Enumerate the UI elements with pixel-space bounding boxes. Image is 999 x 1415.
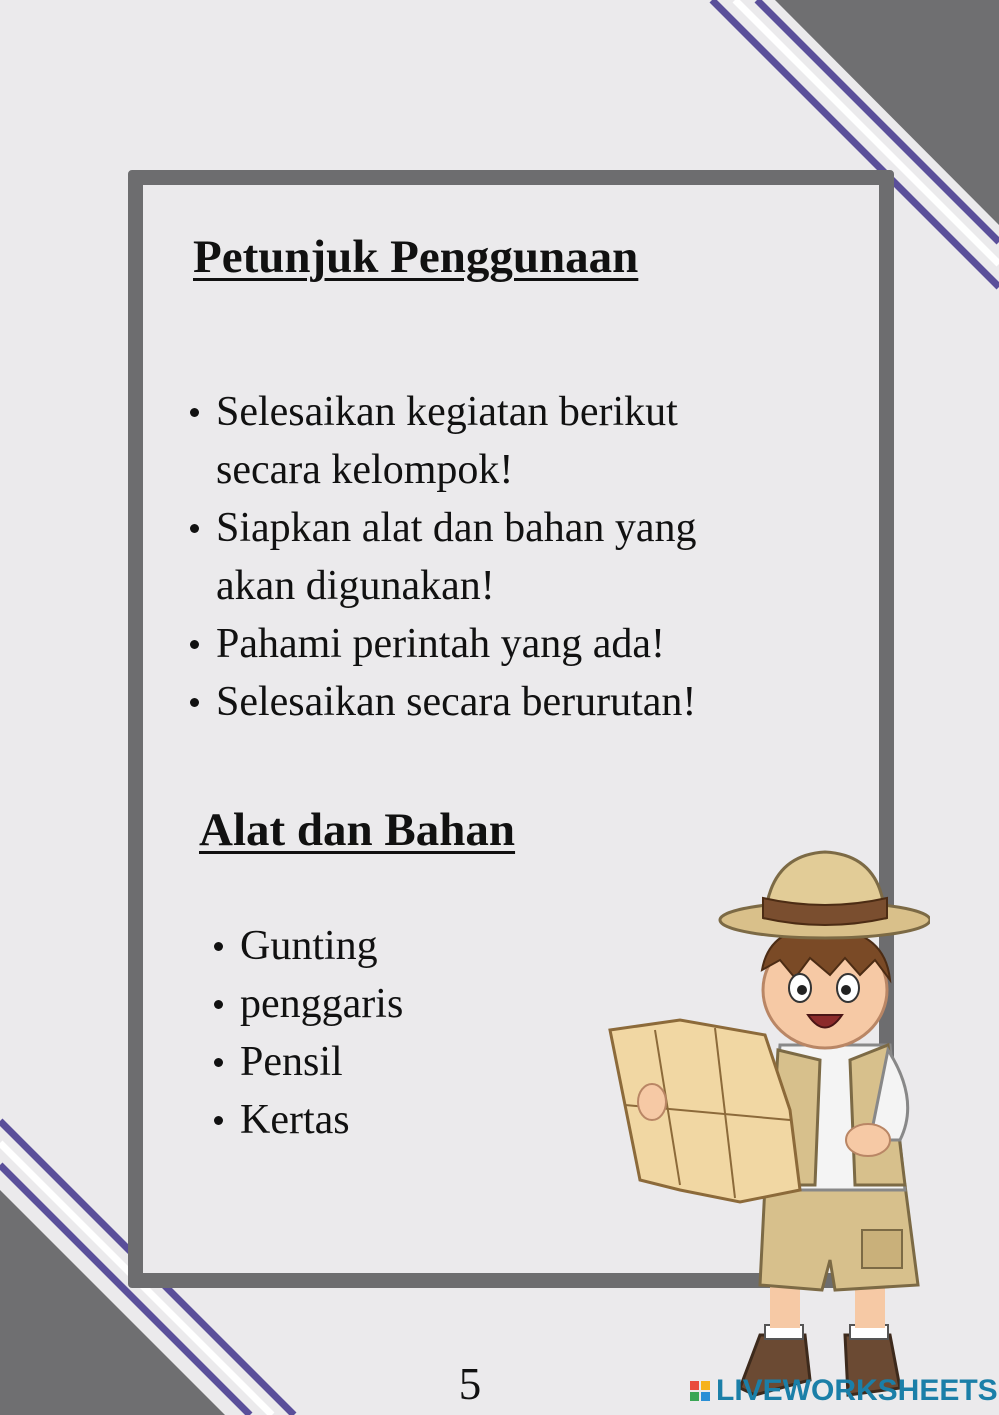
watermark (690, 1374, 998, 1408)
section-title-instructions: Petunjuk Penggunaan (193, 231, 639, 283)
list-item: Pensil (210, 1033, 403, 1091)
materials-list (210, 917, 403, 1149)
section-title-materials: Alat dan Bahan (199, 804, 516, 856)
liveworksheets-logo-icon (690, 1381, 710, 1401)
list-item: Selesaikan secara berurutan! (186, 673, 746, 731)
list-item: Pahami perintah yang ada! (186, 615, 746, 673)
instruction-list (186, 383, 746, 731)
explorer-boy-illustration (600, 840, 930, 1410)
watermark-text: LIVEWORKSHEETS (716, 1374, 998, 1407)
list-item: Siapkan alat dan bahan yang akan digunakan! (186, 499, 746, 615)
list-item: Selesaikan kegiatan berikut secara kelompok! (186, 383, 746, 499)
list-item: Gunting (210, 917, 403, 975)
list-item: penggaris (210, 975, 403, 1033)
page-number: 5 (458, 1359, 482, 1409)
list-item: Kertas (210, 1091, 403, 1149)
